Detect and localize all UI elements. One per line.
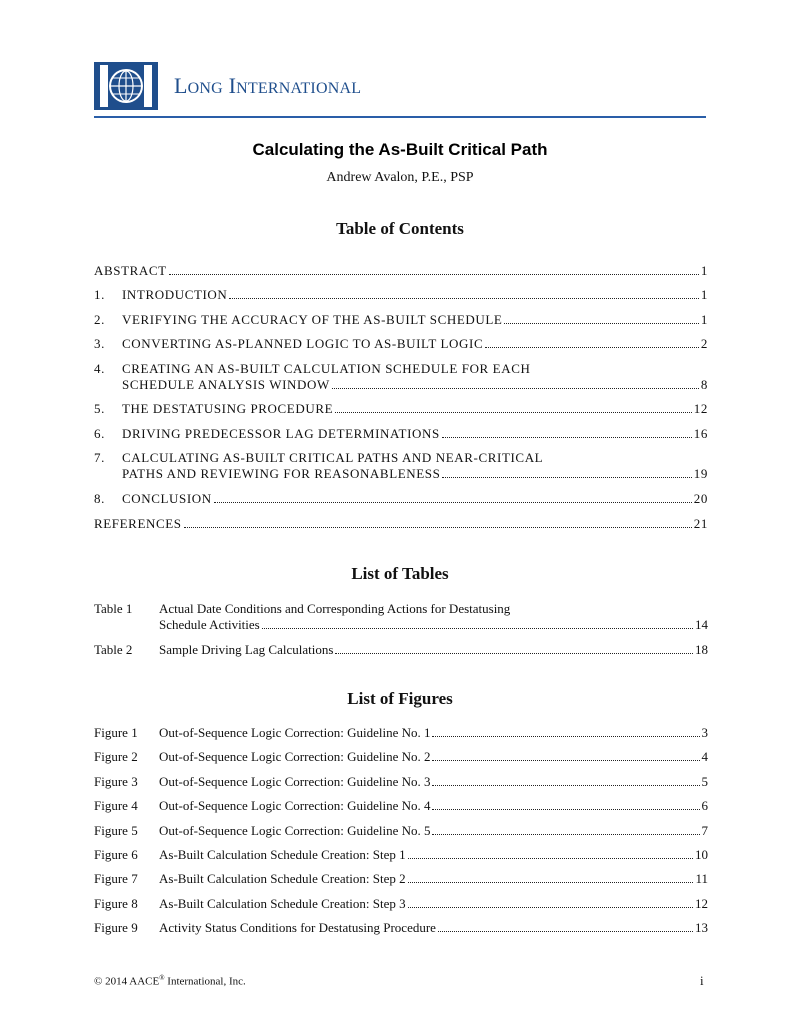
list-of-tables-heading: List of Tables	[351, 564, 449, 583]
figure-entry[interactable]: Figure 6 As-Built Calculation Schedule Creation: Step 1 10	[94, 847, 708, 862]
toc-entry[interactable]: ABSTRACT 1	[94, 263, 708, 278]
toc-entry[interactable]: 4. CREATING AN AS-BUILT CALCULATION SCHEDULE FOR EACH SCHEDULE ANALYSIS WINDOW 8	[94, 361, 708, 392]
toc-entry[interactable]: 6. DRIVING PREDECESSOR LAG DETERMINATIONS 16	[94, 426, 708, 441]
toc-entry[interactable]: REFERENCES 21	[94, 516, 708, 531]
copyright-footer: © 2014 AACE® International, Inc.	[94, 974, 246, 988]
toc-entry[interactable]: 5. THE DESTATUSING PROCEDURE 12	[94, 401, 708, 416]
author-line: Andrew Avalon, P.E., PSP	[326, 170, 474, 185]
list-of-figures-heading: List of Figures	[347, 689, 453, 708]
toc-heading: Table of Contents	[336, 219, 464, 238]
company-logo	[94, 62, 706, 120]
header-divider	[94, 116, 706, 118]
figure-entry[interactable]: Figure 7 As-Built Calculation Schedule Creation: Step 2 11	[94, 871, 708, 886]
figure-entry[interactable]: Figure 1 Out-of-Sequence Logic Correction: Guideline No. 1 3	[94, 725, 708, 740]
figure-entry[interactable]: Figure 3 Out-of-Sequence Logic Correction: Guideline No. 3 5	[94, 774, 708, 789]
toc-entry[interactable]: 7. CALCULATING AS-BUILT CRITICAL PATHS AND NEAR-CRITICAL PATHS AND REVIEWING FOR REASONABLENESS 19	[94, 450, 708, 481]
table-entry[interactable]: Table 1 Actual Date Conditions and Corresponding Actions for Destatusing Schedule Activities 14	[94, 601, 708, 632]
figure-entry[interactable]: Figure 2 Out-of-Sequence Logic Correction: Guideline No. 2 4	[94, 749, 708, 764]
toc-entry[interactable]: 2. VERIFYING THE ACCURACY OF THE AS-BUILT SCHEDULE 1	[94, 312, 708, 327]
globe-logo-icon	[94, 62, 158, 110]
figure-entry[interactable]: Figure 9 Activity Status Conditions for Destatusing Procedure 13	[94, 920, 708, 935]
figure-entry[interactable]: Figure 5 Out-of-Sequence Logic Correction: Guideline No. 5 7	[94, 823, 708, 838]
toc-entry[interactable]: 3. CONVERTING AS-PLANNED LOGIC TO AS-BUILT LOGIC 2	[94, 336, 708, 351]
document-title: Calculating the As-Built Critical Path	[252, 140, 548, 159]
toc-entry[interactable]: 1. INTRODUCTION 1	[94, 287, 708, 302]
page-number: i	[700, 973, 704, 988]
figure-entry[interactable]: Figure 8 As-Built Calculation Schedule Creation: Step 3 12	[94, 896, 708, 911]
figure-entry[interactable]: Figure 4 Out-of-Sequence Logic Correction: Guideline No. 4 6	[94, 798, 708, 813]
table-entry[interactable]: Table 2 Sample Driving Lag Calculations 18	[94, 642, 708, 657]
logo-wordmark: LONG INTERNATIONAL	[174, 73, 362, 98]
toc-entry[interactable]: 8. CONCLUSION 20	[94, 491, 708, 506]
